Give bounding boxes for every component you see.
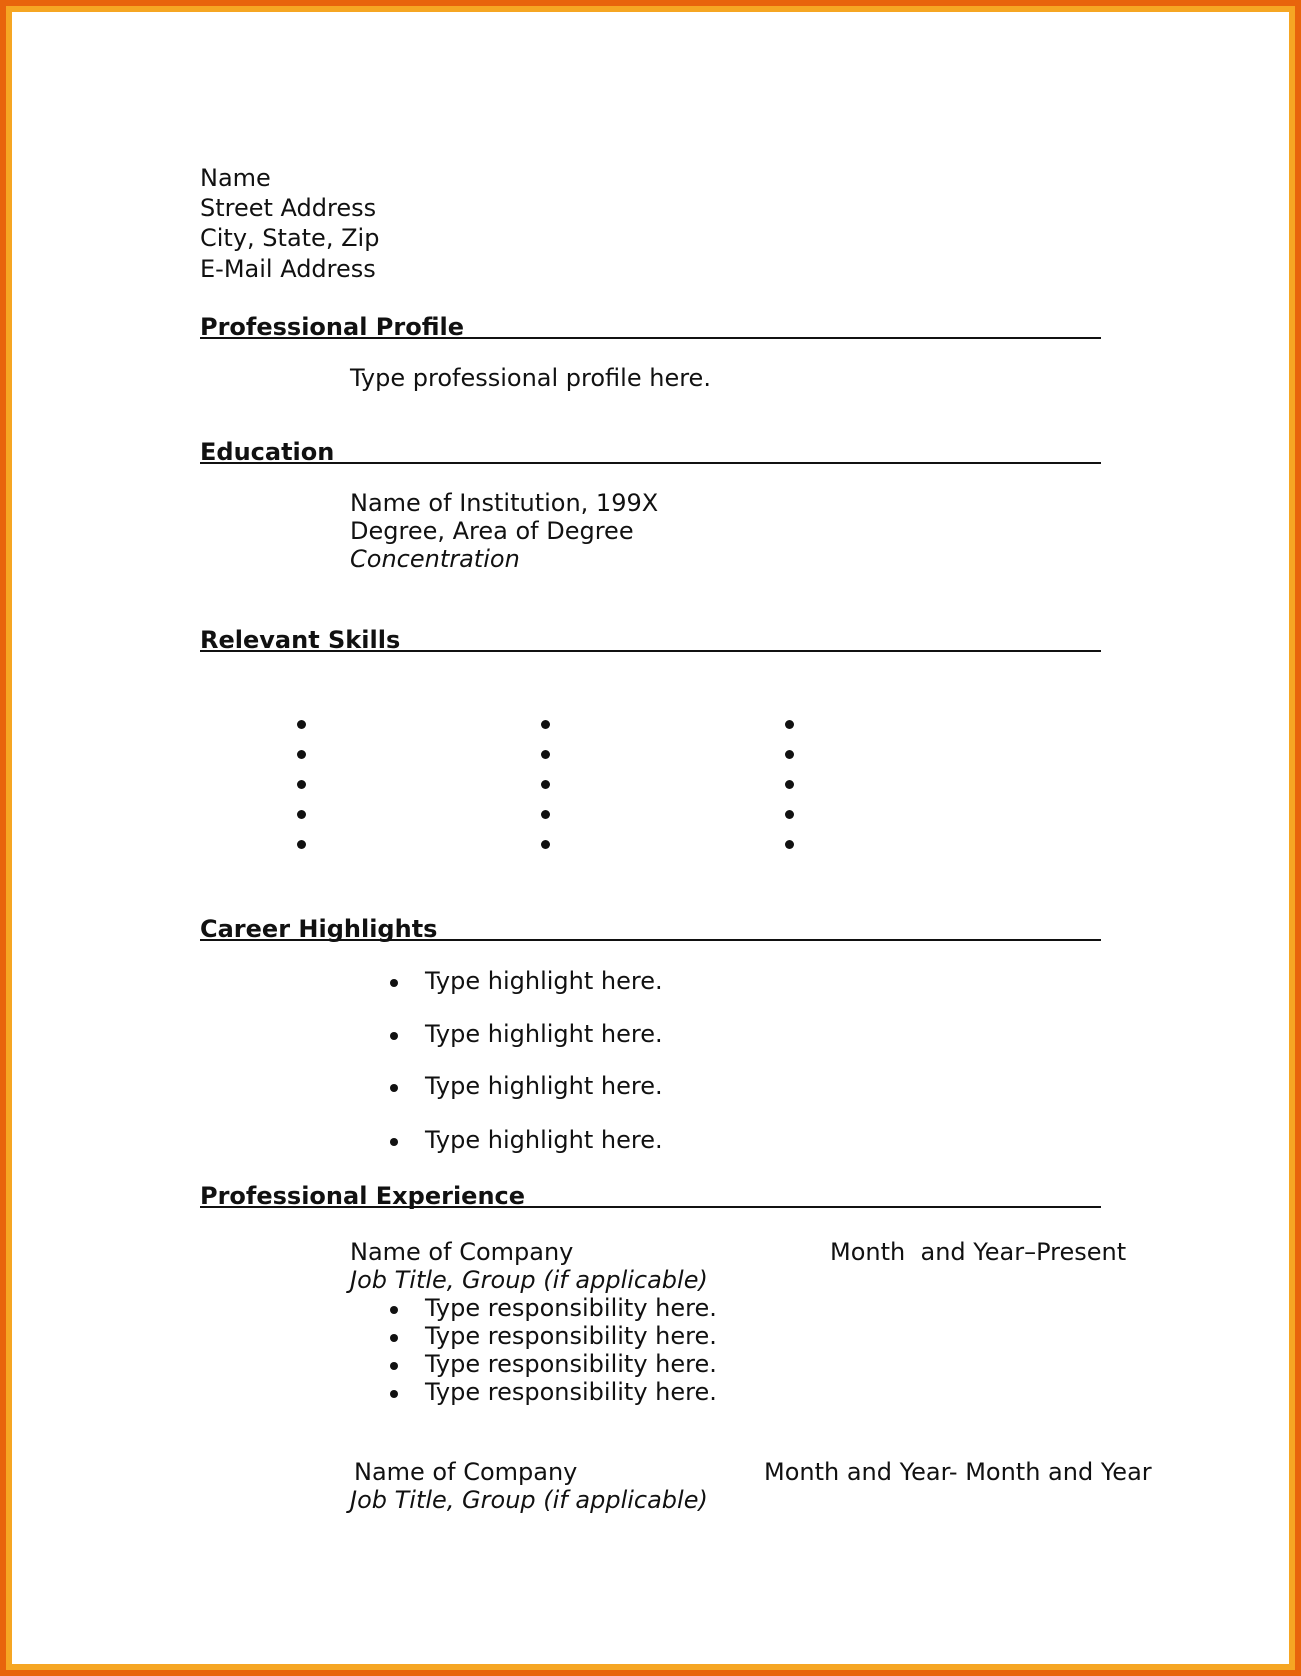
skill-bullet <box>297 840 306 849</box>
job-dates: Month and Year- Month and Year <box>764 1458 1152 1486</box>
job-title: Job Title, Group (if applicable) <box>350 1486 708 1514</box>
skill-bullet <box>297 810 306 819</box>
skill-bullet <box>785 840 794 849</box>
highlight-text: Type highlight here. <box>425 1020 663 1048</box>
section-heading-label: Education <box>200 438 335 466</box>
highlight-text: Type highlight here. <box>425 1072 663 1100</box>
education-concentration: Concentration <box>350 545 520 573</box>
section-career-highlights <box>200 905 1101 941</box>
responsibility-text: Type responsibility here. <box>425 1322 717 1350</box>
section-professional-profile <box>200 303 1101 339</box>
section-heading-label: Career Highlights <box>200 915 438 943</box>
skill-bullet <box>785 720 794 729</box>
highlight-text: Type highlight here. <box>425 1126 663 1154</box>
section-professional-experience <box>200 1172 1101 1208</box>
job-dates: Month and Year–Present <box>830 1238 1127 1266</box>
job-company: Name of Company <box>354 1458 578 1486</box>
skill-bullet <box>541 720 550 729</box>
section-heading-label: Professional Experience <box>200 1182 526 1210</box>
highlight-bullet <box>390 1084 398 1092</box>
education-institution: Name of Institution, 199X <box>350 489 659 517</box>
responsibility-text: Type responsibility here. <box>425 1350 717 1378</box>
skill-bullet <box>541 810 550 819</box>
skill-bullet <box>541 840 550 849</box>
contact-email: E-Mail Address <box>200 255 376 283</box>
responsibility-bullet <box>390 1306 398 1314</box>
responsibility-bullet <box>390 1334 398 1342</box>
contact-name: Name <box>200 164 271 192</box>
skill-bullet <box>297 720 306 729</box>
skill-bullet <box>785 750 794 759</box>
skill-bullet <box>297 750 306 759</box>
skill-bullet <box>785 810 794 819</box>
highlight-bullet <box>390 1032 398 1040</box>
skill-bullet <box>297 780 306 789</box>
job-company: Name of Company <box>350 1238 574 1266</box>
responsibility-text: Type responsibility here. <box>425 1378 717 1406</box>
section-heading-label: Professional Profile <box>200 313 464 341</box>
skill-bullet <box>541 780 550 789</box>
responsibility-bullet <box>390 1362 398 1370</box>
highlight-bullet <box>390 1138 398 1146</box>
education-degree: Degree, Area of Degree <box>350 517 634 545</box>
profile-text: Type professional profile here. <box>350 364 711 392</box>
section-heading-label: Relevant Skills <box>200 626 401 654</box>
responsibility-text: Type responsibility here. <box>425 1294 717 1322</box>
skill-bullet <box>785 780 794 789</box>
job-title: Job Title, Group (if applicable) <box>350 1266 708 1294</box>
section-education <box>200 428 1101 464</box>
skill-bullet <box>541 750 550 759</box>
section-relevant-skills <box>200 616 1101 652</box>
contact-city: City, State, Zip <box>200 224 380 252</box>
contact-street: Street Address <box>200 194 377 222</box>
highlight-text: Type highlight here. <box>425 967 663 995</box>
highlight-bullet <box>390 979 398 987</box>
responsibility-bullet <box>390 1390 398 1398</box>
